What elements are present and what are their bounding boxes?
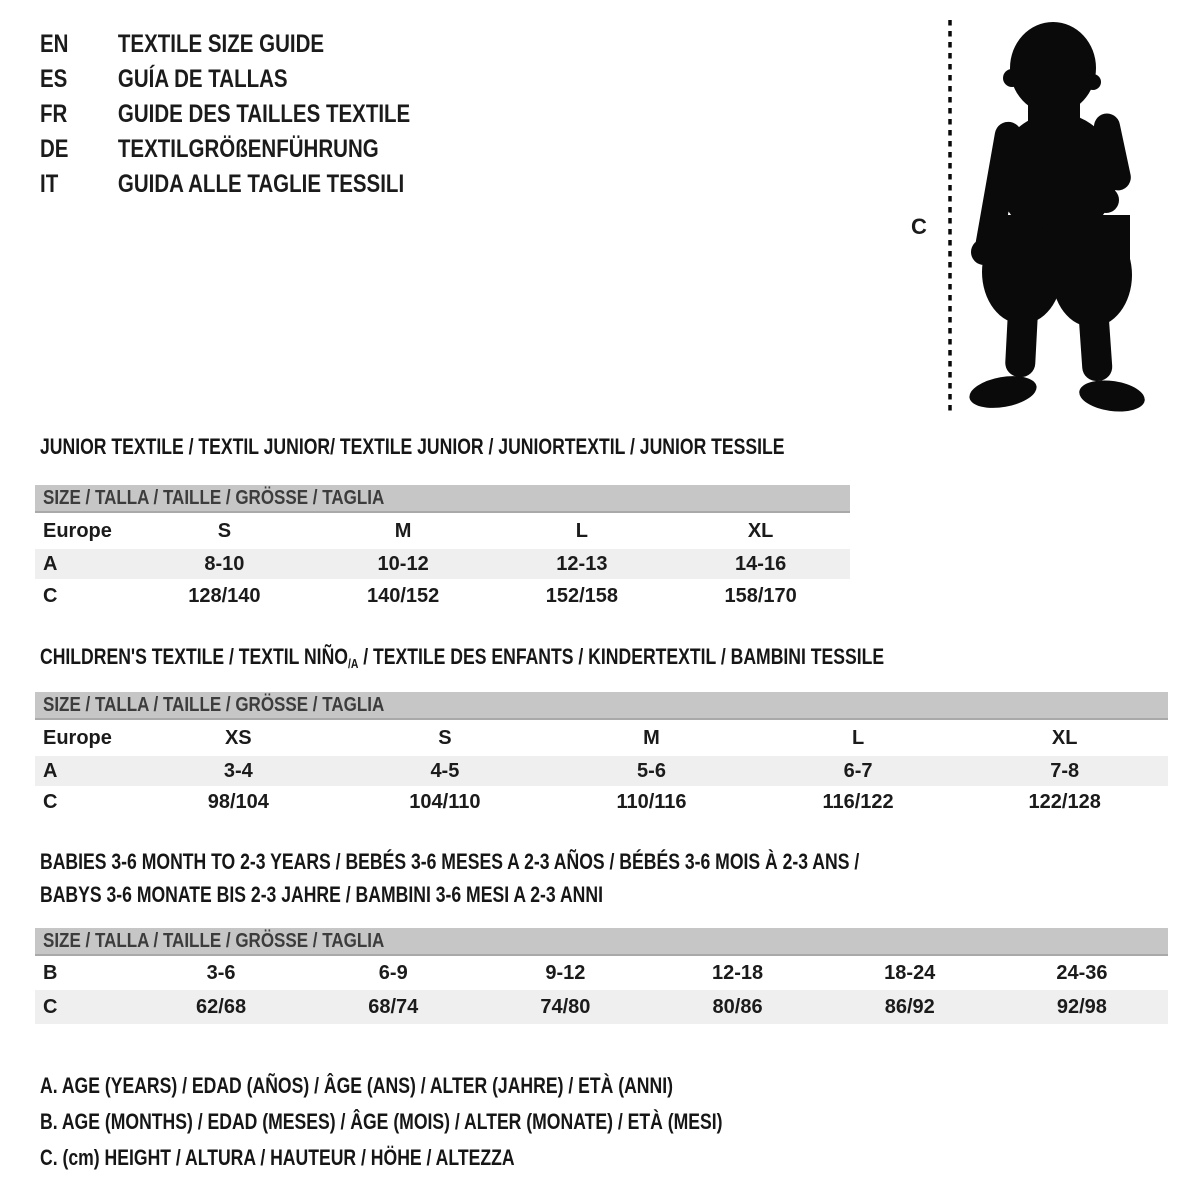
- header-line-it: [40, 167, 410, 202]
- height-cell: 140/152: [366, 584, 440, 607]
- height-cell: 74/80: [540, 995, 591, 1018]
- babies-section-title-line2: BABYS 3-6 MONATE BIS 2-3 JAHRE / BAMBINI 3-6 MESI A 2-3 ANNI: [40, 882, 603, 907]
- guide-title: GUIDE DES TAILLES TEXTILE: [117, 100, 411, 128]
- language-code: EN: [40, 30, 69, 58]
- height-cell: 158/170: [724, 584, 797, 607]
- size-cell: M: [394, 519, 412, 542]
- table-row-height: [35, 990, 1168, 1024]
- row-label: C: [43, 584, 58, 607]
- header-line-es: [40, 62, 410, 97]
- row-label: Europe: [43, 519, 112, 542]
- junior-section-title: JUNIOR TEXTILE / TEXTIL JUNIOR/ TEXTILE JUNIOR / JUNIORTEXTIL / JUNIOR TESSILE: [40, 434, 785, 459]
- height-cell: 98/104: [207, 790, 269, 813]
- age-cell: 5-6: [637, 759, 666, 782]
- table-row-europe: [35, 720, 1168, 756]
- size-cell: M: [643, 726, 660, 749]
- size-header-bar: [35, 928, 1168, 956]
- age-cell: 6-7: [843, 759, 873, 782]
- months-cell: 6-9: [378, 961, 408, 984]
- height-cell: 104/110: [409, 790, 481, 813]
- header-line-en: [40, 27, 410, 62]
- babies-section-title-line1: BABIES 3-6 MONTH TO 2-3 YEARS / BEBÉS 3-6 MESES A 2-3 AÑOS / BÉBÉS 3-6 MOIS À 2-3 ANS /: [40, 849, 860, 874]
- children-size-table: [35, 692, 1168, 818]
- age-cell: 14-16: [735, 552, 787, 575]
- size-header-bar: [35, 485, 850, 513]
- language-code: FR: [40, 100, 68, 128]
- row-label: Europe: [43, 726, 112, 749]
- row-label: B: [43, 961, 58, 984]
- babies-size-table: [35, 928, 1168, 1024]
- language-code: IT: [40, 170, 59, 198]
- size-cell: S: [217, 519, 232, 542]
- children-title-subscript: /A: [347, 656, 359, 671]
- height-cell: 116/122: [822, 790, 894, 813]
- legend-line-b: B. AGE (MONTHS) / EDAD (MESES) / ÂGE (MOIS) / ALTER (MONATE) / ETÀ (MESI): [40, 1109, 723, 1134]
- height-cell: 80/86: [712, 995, 763, 1018]
- guide-title: TEXTILE SIZE GUIDE: [117, 30, 325, 58]
- language-code: DE: [40, 135, 69, 163]
- legend-line-c: C. (cm) HEIGHT / ALTURA / HAUTEUR / HÖHE / ALTEZZA: [40, 1145, 515, 1170]
- size-cell: L: [851, 726, 865, 749]
- row-label: A: [43, 552, 58, 575]
- size-cell: L: [575, 519, 588, 542]
- height-cell: 110/116: [616, 790, 687, 813]
- height-cell: 68/74: [368, 995, 419, 1018]
- legend-line-a: A. AGE (YEARS) / EDAD (AÑOS) / ÂGE (ANS) / ALTER (JAHRE) / ETÀ (ANNI): [40, 1073, 673, 1098]
- size-header-label: SIZE / TALLA / TAILLE / GRÖSSE / TAGLIA: [43, 694, 385, 716]
- table-row-months: [35, 956, 1168, 990]
- header-line-de: [40, 132, 410, 167]
- row-label: C: [43, 995, 58, 1018]
- table-row-age: [35, 756, 1168, 786]
- months-cell: 24-36: [1056, 961, 1108, 984]
- age-cell: 8-10: [204, 552, 245, 575]
- guide-title: GUÍA DE TALLAS: [117, 65, 288, 93]
- table-row-height: [35, 579, 850, 613]
- guide-title: GUIDA ALLE TAGLIE TESSILI: [117, 170, 405, 198]
- guide-title: TEXTILGRÖßENFÜHRUNG: [117, 135, 379, 163]
- height-measure-label: C: [911, 214, 927, 239]
- children-title-prefix: CHILDREN'S TEXTILE / TEXTIL NIÑO: [40, 644, 348, 669]
- height-cell: 152/158: [545, 584, 619, 607]
- legend-block: [40, 1068, 722, 1176]
- header-line-fr: [40, 97, 410, 132]
- children-title-suffix: / TEXTILE DES ENFANTS / KINDERTEXTIL / BAMBINI TESSILE: [358, 644, 885, 669]
- children-section-title: [40, 645, 884, 676]
- row-label: A: [43, 759, 58, 782]
- size-header-label: SIZE / TALLA / TAILLE / GRÖSSE / TAGLIA: [43, 487, 385, 509]
- language-title-block: [40, 27, 410, 202]
- size-cell: XL: [1051, 726, 1078, 749]
- age-cell: 4-5: [430, 759, 460, 782]
- size-cell: XL: [747, 519, 774, 542]
- table-row-height: [35, 786, 1168, 818]
- junior-size-table: [35, 485, 850, 613]
- height-cell: 62/68: [196, 995, 247, 1018]
- months-cell: 18-24: [884, 961, 936, 984]
- height-cell: 122/128: [1028, 790, 1101, 813]
- size-cell: XS: [224, 726, 252, 749]
- height-cell: 128/140: [188, 584, 261, 607]
- height-cell: 86/92: [884, 995, 935, 1018]
- age-cell: 7-8: [1050, 759, 1080, 782]
- age-cell: 10-12: [377, 552, 429, 575]
- table-row-age: [35, 549, 850, 579]
- toddler-silhouette-icon: [905, 15, 1150, 425]
- age-cell: 12-13: [556, 552, 608, 575]
- size-cell: S: [438, 726, 452, 749]
- language-code: ES: [40, 65, 68, 93]
- age-cell: 3-4: [223, 759, 253, 782]
- height-cell: 92/98: [1056, 995, 1107, 1018]
- size-header-label: SIZE / TALLA / TAILLE / GRÖSSE / TAGLIA: [43, 930, 385, 952]
- months-cell: 3-6: [206, 961, 236, 984]
- row-label: C: [43, 790, 58, 813]
- months-cell: 12-18: [712, 961, 764, 984]
- months-cell: 9-12: [545, 961, 586, 984]
- size-header-bar: [35, 692, 1168, 720]
- table-row-europe: [35, 513, 850, 549]
